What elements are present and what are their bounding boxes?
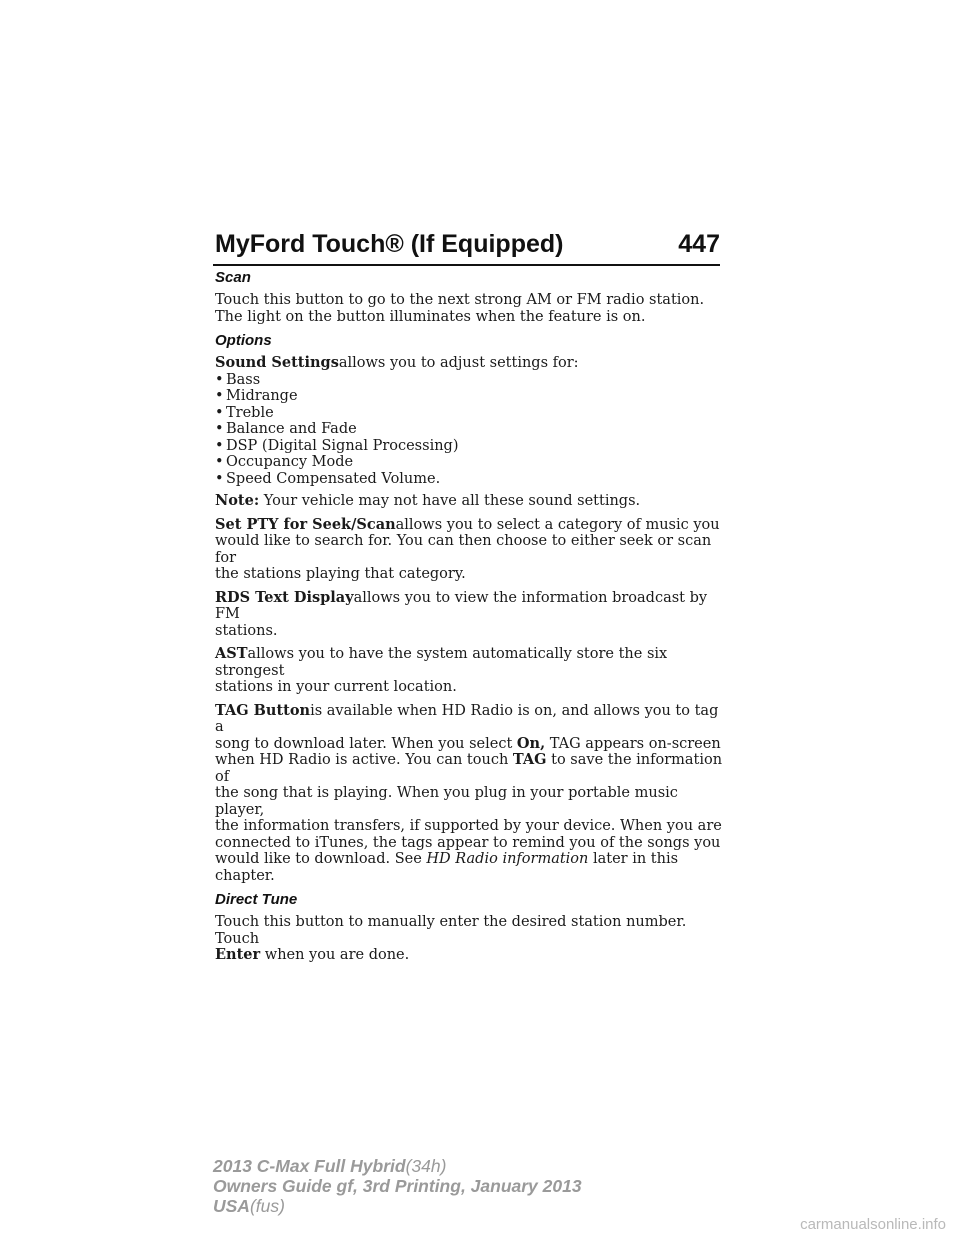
note-paragraph: Note: Your vehicle may not have all these sound settings.: [215, 492, 641, 509]
sound-settings-list: [215, 372, 723, 488]
list-item: • Balance and Fade: [215, 421, 357, 437]
page-content: [215, 269, 723, 971]
tag-paragraph: TAG Buttonis available when HD Radio is on, and allows you to tag a song to download later. When you select On, TAG appears on-screen when HD Radio is active. You can touch TAG to save the information of the song that is playing. When you plug in your portable music player, the information transfers, if supported by your device. When you are connected to iTunes, the tags appear to remind you of the songs you would like to download. See HD Radio information later in this chapter.: [215, 701, 723, 884]
page-number: 447: [678, 230, 720, 258]
rds-label: RDS Text Display: [215, 588, 354, 606]
list-item: • Midrange: [215, 388, 298, 404]
sound-settings-label: Sound Settings: [215, 354, 339, 371]
footer-guide: Owners Guide gf, 3rd Printing, January 2013: [213, 1176, 582, 1196]
hd-radio-reference: HD Radio information: [426, 851, 589, 867]
ast-paragraph: ASTallows you to have the system automatically store the six strongest stations in your current location.: [215, 645, 668, 695]
section-heading-scan: Scan: [215, 269, 251, 286]
ast-label: AST: [215, 645, 248, 662]
on-label: On,: [516, 734, 546, 752]
page-footer: [213, 1156, 582, 1216]
pty-label: Set PTY for Seek/Scan: [215, 515, 396, 533]
rds-paragraph: RDS Text Displayallows you to view the information broadcast by FM stations.: [215, 588, 708, 639]
note-label: Note:: [215, 492, 260, 509]
scan-paragraph: Touch this button to go to the next strong AM or FM radio station. The light on the button illuminates when the feature is on.: [215, 292, 705, 325]
pty-paragraph: Set PTY for Seek/Scanallows you to select a category of music you would like to search for. You can then choose to either seek or scan for the stations playing that category.: [215, 515, 720, 582]
list-item: • Bass: [215, 371, 261, 388]
direct-tune-paragraph: Touch this button to manually enter the desired station number. Touch Enter when you are done.: [215, 914, 687, 963]
page-header: [213, 228, 720, 266]
list-item: • Occupancy Mode: [215, 454, 354, 470]
list-item: • Treble: [215, 404, 274, 421]
section-heading-direct-tune: Direct Tune: [215, 891, 298, 908]
watermark: carmanualsonline.info: [800, 1216, 946, 1233]
sound-settings-paragraph: Sound Settingsallows you to adjust settings for:: [215, 354, 579, 371]
chapter-title: MyFord Touch® (If Equipped): [215, 230, 564, 258]
list-item: • DSP (Digital Signal Processing): [215, 437, 459, 454]
footer-model: 2013 C-Max Full Hybrid(34h): [213, 1156, 447, 1176]
tag-label: TAG: [512, 751, 547, 768]
enter-label: Enter: [215, 946, 261, 963]
list-item: • Speed Compensated Volume.: [215, 470, 441, 487]
tag-button-label: TAG Button: [215, 701, 311, 719]
footer-market: USA(fus): [213, 1196, 285, 1216]
section-heading-options: Options: [215, 332, 272, 349]
